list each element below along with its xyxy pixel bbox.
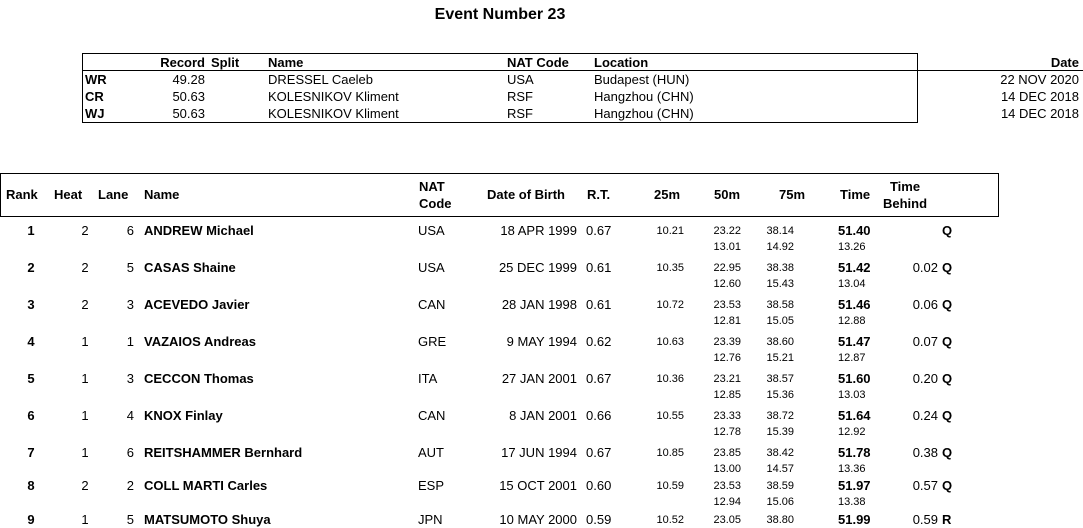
result-rank: 8	[27, 478, 35, 493]
result-split-75m: 15.06	[766, 496, 794, 508]
result-50m: 23.85	[713, 447, 741, 459]
result-split-50m: 12.85	[713, 389, 741, 401]
result-rt: 0.60	[586, 478, 612, 493]
result-rank: 3	[27, 297, 35, 312]
result-lane: 3	[126, 297, 134, 312]
record-row	[83, 71, 1083, 88]
result-name: CASAS Shaine	[144, 260, 236, 275]
result-lane: 1	[126, 334, 134, 349]
result-row	[0, 295, 1000, 332]
results-header-50m: 50m	[714, 187, 741, 202]
result-nat: ITA	[418, 371, 438, 386]
result-75m: 38.38	[766, 262, 794, 274]
result-rank: 4	[27, 334, 35, 349]
result-time: 51.99	[838, 512, 871, 527]
result-50m: 23.53	[713, 480, 741, 492]
result-50m: 23.22	[713, 225, 741, 237]
result-time: 51.78	[838, 445, 871, 460]
result-split-50m: 12.94	[713, 496, 741, 508]
result-split-100m: 12.92	[838, 426, 866, 438]
record-nat: USA	[507, 72, 534, 87]
result-behind: 0.02	[912, 260, 938, 275]
record-code: WR	[85, 72, 107, 87]
result-heat: 2	[81, 223, 89, 238]
result-name: MATSUMOTO Shuya	[144, 512, 271, 527]
result-75m: 38.42	[766, 447, 794, 459]
result-rt: 0.67	[586, 445, 612, 460]
result-rank: 1	[27, 223, 35, 238]
result-50m: 23.05	[713, 514, 741, 526]
result-split-100m: 12.88	[838, 315, 866, 327]
result-qualifier: Q	[942, 371, 953, 386]
result-row	[0, 510, 1000, 527]
results-header-lane: Lane	[98, 187, 129, 202]
result-time: 51.97	[838, 478, 871, 493]
event-title: Event Number 23	[434, 6, 566, 23]
result-row	[0, 476, 1000, 513]
result-split-100m: 13.38	[838, 496, 866, 508]
result-split-100m: 12.87	[838, 352, 866, 364]
result-nat: JPN	[418, 512, 443, 527]
result-split-75m: 15.43	[766, 278, 794, 290]
result-lane: 2	[126, 478, 134, 493]
result-nat: USA	[418, 223, 445, 238]
result-heat: 1	[81, 408, 89, 423]
result-split-50m: 12.76	[713, 352, 741, 364]
result-rank: 6	[27, 408, 35, 423]
result-heat: 1	[81, 512, 89, 527]
result-behind: 0.07	[912, 334, 938, 349]
record-time: 50.63	[172, 106, 205, 121]
result-name: ACEVEDO Javier	[144, 297, 250, 312]
results-header-behind-line2: Behind	[882, 196, 928, 211]
result-split-75m: 14.92	[766, 241, 794, 253]
result-rt: 0.61	[586, 297, 612, 312]
result-qualifier: Q	[942, 260, 953, 275]
results-header-name: Name	[144, 187, 180, 202]
results-header-25m: 25m	[654, 187, 681, 202]
result-name: KNOX Finlay	[144, 408, 223, 423]
result-split-75m: 15.36	[766, 389, 794, 401]
result-name: ANDREW Michael	[144, 223, 254, 238]
result-nat: CAN	[418, 297, 446, 312]
record-nat: RSF	[507, 89, 533, 104]
result-time: 51.60	[838, 371, 871, 386]
results-header-rank: Rank	[6, 187, 38, 202]
records-header-nat: NAT Code	[507, 55, 569, 70]
results-header-behind-line1: Time	[889, 179, 921, 194]
result-rt: 0.67	[586, 223, 612, 238]
results-header-dob: Date of Birth	[487, 187, 565, 202]
record-time: 50.63	[172, 89, 205, 104]
record-holder: KOLESNIKOV Kliment	[268, 89, 399, 104]
result-name: CECCON Thomas	[144, 371, 254, 386]
result-behind: 0.20	[912, 371, 938, 386]
result-time: 51.64	[838, 408, 871, 423]
result-75m: 38.58	[766, 299, 794, 311]
result-50m: 22.95	[713, 262, 741, 274]
result-behind: 0.59	[912, 512, 938, 527]
results-header-behind	[875, 178, 935, 212]
records-table	[82, 53, 1079, 123]
result-row	[0, 369, 1000, 406]
result-qualifier: Q	[942, 223, 953, 238]
result-nat: ESP	[418, 478, 445, 493]
result-split-75m: 14.57	[766, 463, 794, 475]
result-row	[0, 258, 1000, 295]
results-header-rt: R.T.	[587, 187, 611, 202]
result-split-50m: 12.78	[713, 426, 741, 438]
record-date: 14 DEC 2018	[1000, 89, 1079, 104]
result-50m: 23.53	[713, 299, 741, 311]
record-location: Hangzhou (CHN)	[594, 106, 694, 121]
result-25m: 10.55	[656, 410, 684, 422]
result-split-75m: 15.21	[766, 352, 794, 364]
result-rank: 5	[27, 371, 35, 386]
result-dob: 25 DEC 1999	[498, 260, 577, 275]
result-row	[0, 406, 1000, 443]
result-name: VAZAIOS Andreas	[144, 334, 256, 349]
result-split-50m: 12.60	[713, 278, 741, 290]
result-split-100m: 13.26	[838, 241, 866, 253]
records-header-row	[83, 54, 1083, 71]
result-name: REITSHAMMER Bernhard	[144, 445, 303, 460]
result-row	[0, 443, 1000, 480]
result-lane: 5	[126, 260, 134, 275]
result-split-75m: 15.39	[766, 426, 794, 438]
result-75m: 38.60	[766, 336, 794, 348]
result-heat: 2	[81, 478, 89, 493]
results-header-nat-line2: Code	[419, 196, 452, 211]
result-qualifier: Q	[942, 408, 953, 423]
result-dob: 27 JAN 2001	[501, 371, 577, 386]
result-rank: 9	[27, 512, 35, 527]
results-header-75m: 75m	[779, 187, 806, 202]
result-lane: 3	[126, 371, 134, 386]
result-heat: 1	[81, 371, 89, 386]
records-header-date: Date	[1050, 55, 1079, 70]
record-row	[83, 88, 1083, 105]
records-header-split: Split	[211, 55, 240, 70]
result-heat: 1	[81, 445, 89, 460]
records-header-name: Name	[268, 55, 304, 70]
result-split-50m: 13.00	[713, 463, 741, 475]
results-header-time: Time	[840, 187, 871, 202]
result-rt: 0.62	[586, 334, 612, 349]
result-rt: 0.61	[586, 260, 612, 275]
result-row	[0, 332, 1000, 369]
result-25m: 10.52	[656, 514, 684, 526]
results-header-nat-line1: NAT	[419, 179, 445, 194]
result-rank: 7	[27, 445, 35, 460]
record-holder: KOLESNIKOV Kliment	[268, 106, 399, 121]
result-25m: 10.21	[656, 225, 684, 237]
result-name: COLL MARTI Carles	[144, 478, 268, 493]
result-75m: 38.80	[766, 514, 794, 526]
result-qualifier: Q	[942, 334, 953, 349]
result-time: 51.46	[838, 297, 871, 312]
result-rt: 0.67	[586, 371, 612, 386]
results-header	[0, 173, 999, 217]
records-header-location: Location	[594, 55, 649, 70]
record-code: WJ	[85, 106, 105, 121]
result-rank: 2	[27, 260, 35, 275]
result-split-100m: 13.04	[838, 278, 866, 290]
result-lane: 5	[126, 512, 134, 527]
result-dob: 17 JUN 1994	[501, 445, 577, 460]
result-behind: 0.06	[912, 297, 938, 312]
result-25m: 10.59	[656, 480, 684, 492]
result-75m: 38.14	[766, 225, 794, 237]
result-heat: 2	[81, 297, 89, 312]
result-split-75m: 15.05	[766, 315, 794, 327]
result-heat: 2	[81, 260, 89, 275]
records-header-record: Record	[160, 55, 205, 70]
result-qualifier: R	[942, 512, 952, 527]
result-lane: 6	[126, 223, 134, 238]
result-dob: 8 JAN 2001	[509, 408, 577, 423]
result-heat: 1	[81, 334, 89, 349]
result-split-100m: 13.36	[838, 463, 866, 475]
result-25m: 10.63	[656, 336, 684, 348]
result-split-50m: 12.81	[713, 315, 741, 327]
record-location: Hangzhou (CHN)	[594, 89, 694, 104]
result-25m: 10.72	[656, 299, 684, 311]
result-50m: 23.39	[713, 336, 741, 348]
result-dob: 28 JAN 1998	[501, 297, 577, 312]
result-qualifier: Q	[942, 297, 953, 312]
result-split-100m: 13.03	[838, 389, 866, 401]
result-time: 51.42	[838, 260, 871, 275]
result-time: 51.47	[838, 334, 871, 349]
result-time: 51.40	[838, 223, 871, 238]
result-nat: CAN	[418, 408, 446, 423]
result-25m: 10.36	[656, 373, 684, 385]
result-75m: 38.59	[766, 480, 794, 492]
result-row	[0, 221, 1000, 258]
record-row	[83, 105, 1083, 122]
result-75m: 38.72	[766, 410, 794, 422]
result-dob: 15 OCT 2001	[499, 478, 577, 493]
record-holder: DRESSEL Caeleb	[268, 72, 374, 87]
result-behind: 0.38	[912, 445, 938, 460]
record-time: 49.28	[172, 72, 205, 87]
result-dob: 10 MAY 2000	[499, 512, 577, 527]
result-rt: 0.66	[586, 408, 612, 423]
result-split-50m: 13.01	[713, 241, 741, 253]
result-25m: 10.85	[656, 447, 684, 459]
result-qualifier: Q	[942, 445, 953, 460]
result-behind: 0.24	[912, 408, 938, 423]
result-lane: 6	[126, 445, 134, 460]
result-75m: 38.57	[766, 373, 794, 385]
result-25m: 10.35	[656, 262, 684, 274]
result-dob: 9 MAY 1994	[506, 334, 577, 349]
result-behind: 0.57	[912, 478, 938, 493]
result-50m: 23.21	[713, 373, 741, 385]
result-nat: GRE	[418, 334, 447, 349]
result-qualifier: Q	[942, 478, 953, 493]
result-dob: 18 APR 1999	[500, 223, 577, 238]
result-rt: 0.59	[586, 512, 612, 527]
result-nat: AUT	[418, 445, 444, 460]
result-nat: USA	[418, 260, 445, 275]
results-header-nat	[419, 178, 452, 212]
record-date: 22 NOV 2020	[1000, 72, 1079, 87]
record-location: Budapest (HUN)	[594, 72, 690, 87]
results-header-heat: Heat	[54, 187, 83, 202]
record-date: 14 DEC 2018	[1000, 106, 1079, 121]
result-50m: 23.33	[713, 410, 741, 422]
record-code: CR	[85, 89, 104, 104]
record-nat: RSF	[507, 106, 533, 121]
result-lane: 4	[126, 408, 134, 423]
